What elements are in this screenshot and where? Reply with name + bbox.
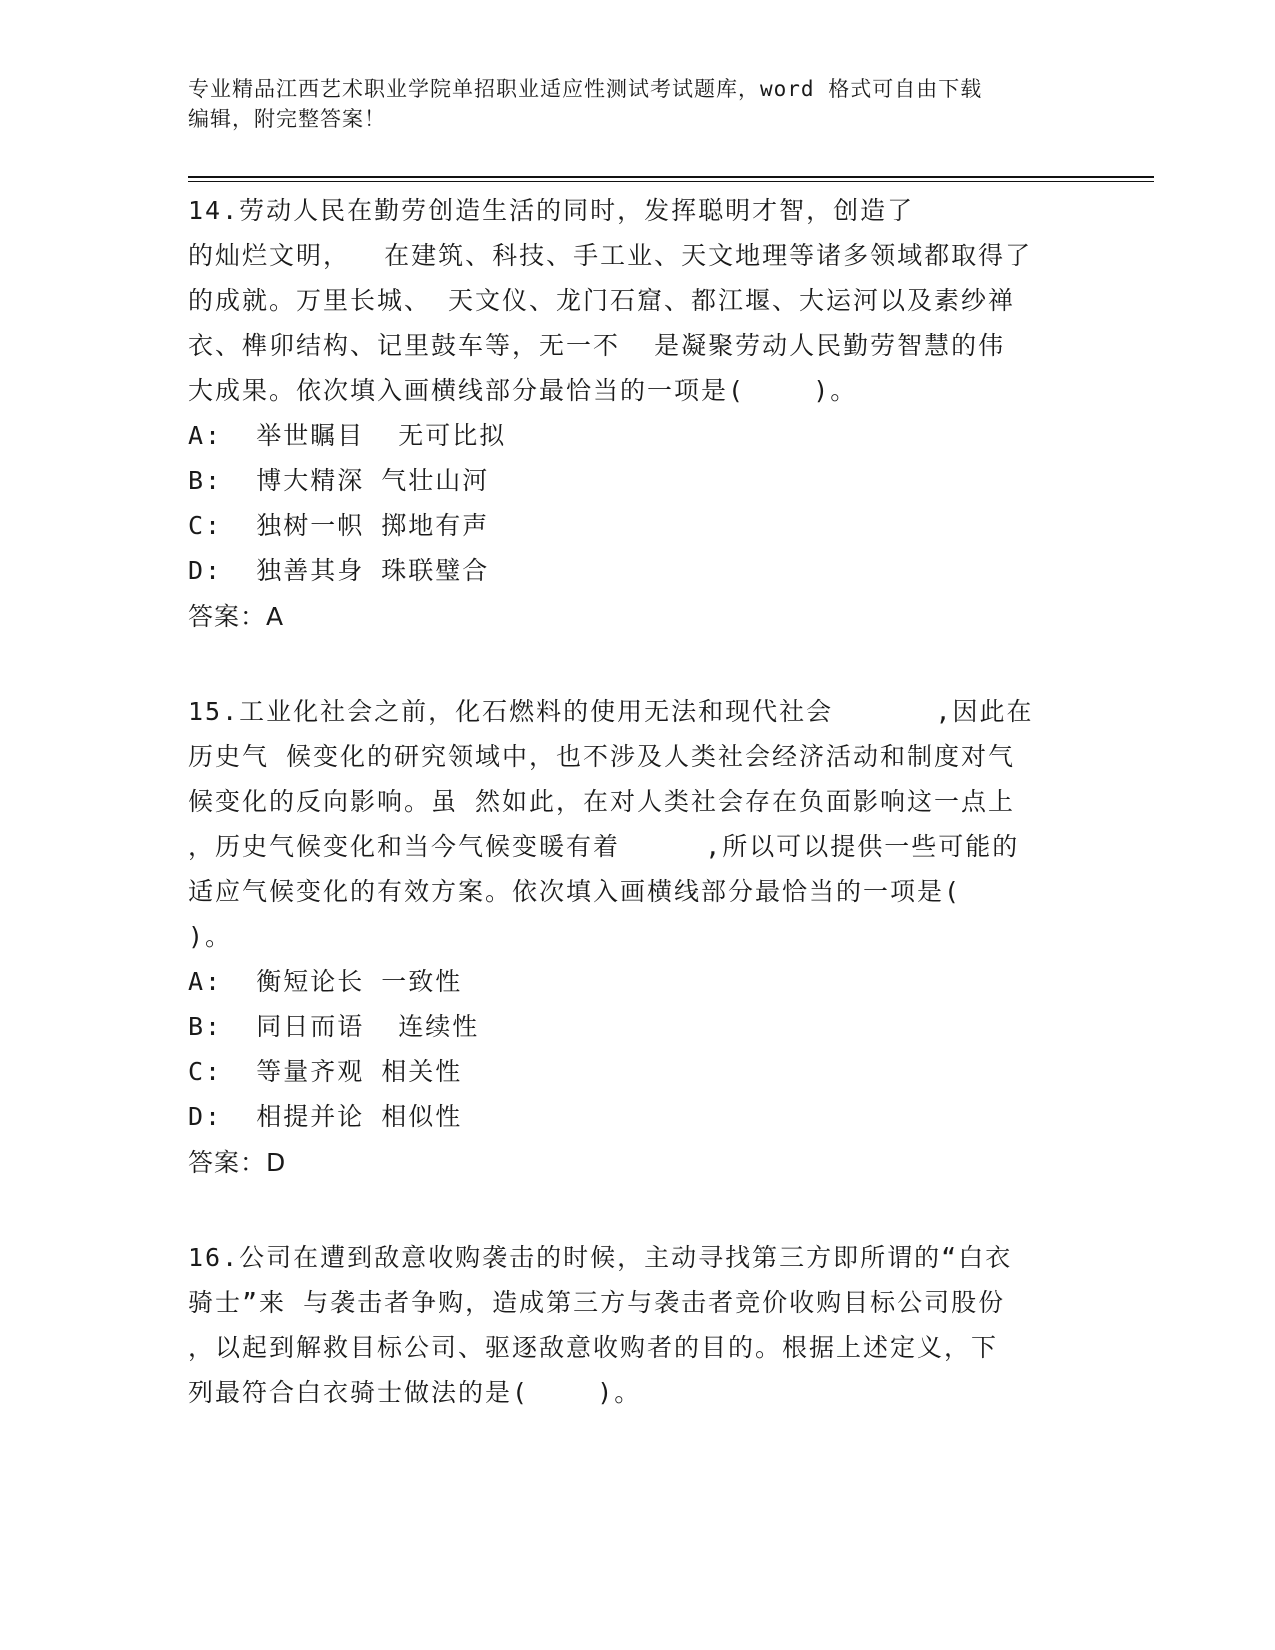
question-14 [188, 188, 1088, 641]
question-text-line: )。 [188, 922, 233, 951]
answer-label: 答案：D [188, 1148, 287, 1177]
option-a: A: 衡短论长 一致性 [188, 967, 463, 996]
question-text-line: ，以起到解救目标公司、驱逐敌意收购者的目的。根据上述定义，下 [188, 1333, 999, 1362]
option-a: A: 举世瞩目 无可比拟 [188, 421, 507, 450]
option-b: B: 同日而语 连续性 [188, 1012, 480, 1041]
question-text-line: 的成就。万里长城、 天文仪、龙门石窟、都江堰、大运河以及素纱禅 [188, 286, 1016, 315]
question-text-line: 候变化的反向影响。虽 然如此，在对人类社会存在负面影响这一点上 [188, 787, 1016, 816]
option-d: D: 独善其身 珠联璧合 [188, 556, 490, 585]
question-text-line: 适应气候变化的有效方案。依次填入画横线部分最恰当的一项是( [188, 877, 962, 906]
question-text-line: 列最符合白衣骑士做法的是( )。 [188, 1378, 642, 1407]
header-rule-thin [188, 181, 1154, 182]
question-text-line: 历史气 候变化的研究领域中，也不涉及人类社会经济活动和制度对气 [188, 742, 1016, 771]
header-line-1: 专业精品江西艺术职业学院单招职业适应性测试考试题库，word 格式可自由下载 [188, 77, 983, 101]
header-line-2: 编辑，附完整答案！ [188, 107, 386, 131]
document-header [188, 74, 1088, 134]
question-text-line: 15.工业化社会之前，化石燃料的使用无法和现代社会 ,因此在 [188, 697, 1034, 726]
question-text-line: 大成果。依次填入画横线部分最恰当的一项是( )。 [188, 376, 858, 405]
option-b: B: 博大精深 气壮山河 [188, 466, 490, 495]
question-15 [188, 689, 1088, 1187]
question-text-line: 的灿烂文明， 在建筑、科技、手工业、天文地理等诸多领域都取得了 [188, 241, 1033, 270]
question-text-line: 16.公司在遭到敌意收购袭击的时候，主动寻找第三方即所谓的“白衣 [188, 1243, 1013, 1272]
question-text-line: ，历史气候变化和当今气候变暖有着 ,所以可以提供一些可能的 [188, 832, 1020, 861]
answer-label: 答案：A [188, 602, 285, 631]
question-text-line: 衣、榫卯结构、记里鼓车等，无一不 是凝聚劳动人民勤劳智慧的伟 [188, 331, 1006, 360]
option-c: C: 独树一帜 掷地有声 [188, 511, 490, 540]
question-text-line: 14.劳动人民在勤劳创造生活的同时，发挥聪明才智，创造了 [188, 196, 915, 225]
option-c: C: 等量齐观 相关性 [188, 1057, 463, 1086]
option-d: D: 相提并论 相似性 [188, 1102, 463, 1131]
header-rule-thick [188, 176, 1154, 178]
question-16 [188, 1235, 1088, 1415]
question-text-line: 骑士”来 与袭击者争购，造成第三方与袭击者竞价收购目标公司股份 [188, 1288, 1006, 1317]
